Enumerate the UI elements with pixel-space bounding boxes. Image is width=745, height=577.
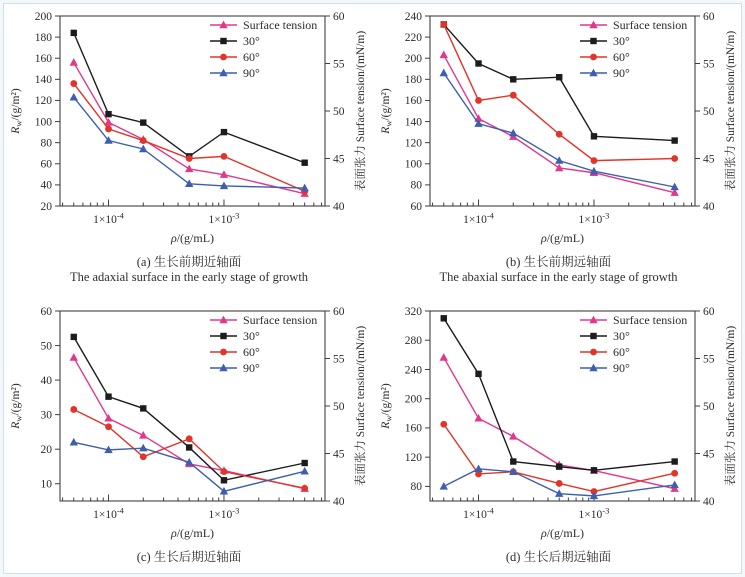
svg-text:240: 240 xyxy=(404,10,422,23)
svg-text:30°: 30° xyxy=(243,329,260,343)
svg-text:ρ/(g/mL): ρ/(g/mL) xyxy=(170,526,215,540)
svg-text:1×10-4: $1\times 10^{-4}$ xyxy=(93,505,124,521)
svg-text:55: 55 xyxy=(702,353,714,366)
svg-text:90°: 90° xyxy=(612,361,630,375)
figure-sheet xyxy=(3,3,742,574)
svg-text:45: 45 xyxy=(333,153,345,166)
svg-text:1×10-3: $1\times 10^{-3}$ xyxy=(578,505,609,521)
svg-text:1×10-4: $1\times 10^{-4}$ xyxy=(93,210,124,226)
caption-a-en: The adaxial surface in the early stage of growth xyxy=(69,270,309,284)
svg-text:120: 120 xyxy=(404,451,422,464)
chart-svg-b xyxy=(374,4,744,254)
chart-panel-a xyxy=(4,4,374,293)
svg-text:60°: 60° xyxy=(243,50,260,64)
svg-text:1×10-4: $1\times 10^{-4}$ xyxy=(462,505,494,521)
svg-text:60: 60 xyxy=(40,305,52,318)
svg-text:200: 200 xyxy=(404,53,422,66)
chart-b-plot xyxy=(374,4,744,254)
svg-text:200: 200 xyxy=(34,10,52,23)
chart-panel-d xyxy=(374,293,743,575)
svg-text:90°: 90° xyxy=(243,66,260,80)
caption-b xyxy=(374,254,743,285)
svg-text:240: 240 xyxy=(404,364,422,377)
svg-text:140: 140 xyxy=(34,74,52,87)
svg-text:80: 80 xyxy=(410,179,422,192)
svg-text:20: 20 xyxy=(40,200,52,213)
svg-text:40: 40 xyxy=(40,179,52,192)
svg-text:60: 60 xyxy=(333,305,345,318)
svg-text:Surface tension: Surface tension xyxy=(612,313,687,327)
svg-text:1×10-3: $1\times 10^{-3}$ xyxy=(208,210,240,226)
svg-text:表面张力 Surface tension/(mN/m): 表面张力 Surface tension/(mN/m) xyxy=(724,325,737,487)
svg-text:40: 40 xyxy=(702,200,714,213)
svg-text:表面张力 Surface tension/(mN/m): 表面张力 Surface tension/(mN/m) xyxy=(724,30,737,192)
chart-svg-a xyxy=(4,4,374,254)
caption-c xyxy=(4,549,374,565)
chart-c-plot xyxy=(4,299,374,549)
svg-text:40: 40 xyxy=(702,495,714,508)
svg-text:Rw/(g/m²): $R_w/(g/m^2)$ xyxy=(379,88,394,134)
svg-text:50: 50 xyxy=(702,400,714,413)
svg-text:50: 50 xyxy=(333,400,345,413)
svg-text:30°: 30° xyxy=(612,34,630,48)
svg-text:55: 55 xyxy=(333,58,345,71)
svg-text:40: 40 xyxy=(333,495,345,508)
svg-text:60: 60 xyxy=(702,10,714,23)
svg-text:表面张力 Surface tension/(mN/m): 表面张力 Surface tension/(mN/m) xyxy=(355,30,367,192)
svg-text:60: 60 xyxy=(702,305,714,318)
svg-text:320: 320 xyxy=(404,305,422,318)
caption-d xyxy=(374,549,743,565)
svg-text:45: 45 xyxy=(702,448,714,461)
chart-svg-c xyxy=(4,299,374,549)
svg-text:120: 120 xyxy=(404,137,422,150)
chart-panel-b xyxy=(374,4,743,293)
svg-text:30°: 30° xyxy=(243,34,260,48)
svg-text:100: 100 xyxy=(34,116,52,129)
svg-text:10: 10 xyxy=(40,478,52,491)
caption-a xyxy=(4,254,374,285)
svg-text:45: 45 xyxy=(702,153,714,166)
chart-panel-c xyxy=(4,293,374,575)
svg-text:表面张力 Surface tension/(mN/m): 表面张力 Surface tension/(mN/m) xyxy=(355,325,367,487)
svg-text:60°: 60° xyxy=(612,345,630,359)
svg-text:60: 60 xyxy=(40,158,52,171)
svg-text:60: 60 xyxy=(410,200,422,213)
svg-text:30: 30 xyxy=(40,409,52,422)
svg-text:80: 80 xyxy=(40,137,52,150)
svg-text:50: 50 xyxy=(40,340,52,353)
caption-b-cn: (b) 生长前期远轴面 xyxy=(505,255,612,269)
svg-text:Surface tension: Surface tension xyxy=(243,18,318,32)
chart-a-plot xyxy=(4,4,374,254)
svg-text:160: 160 xyxy=(404,95,422,108)
svg-text:Surface tension: Surface tension xyxy=(243,313,318,327)
svg-text:90°: 90° xyxy=(243,361,260,375)
svg-text:ρ/(g/mL): ρ/(g/mL) xyxy=(540,526,584,540)
svg-text:60: 60 xyxy=(333,10,345,23)
caption-b-en: The abaxial surface in the early stage of growth xyxy=(439,270,678,284)
caption-c-cn: (c) 生长后期近轴面 xyxy=(136,550,242,564)
svg-text:1×10-4: $1\times 10^{-4}$ xyxy=(462,210,494,226)
svg-text:160: 160 xyxy=(404,422,422,435)
svg-text:55: 55 xyxy=(333,353,345,366)
svg-text:50: 50 xyxy=(702,105,714,118)
svg-text:90°: 90° xyxy=(612,66,630,80)
svg-text:180: 180 xyxy=(404,74,422,87)
svg-text:1×10-3: $1\times 10^{-3}$ xyxy=(578,210,609,226)
svg-text:40: 40 xyxy=(333,200,345,213)
svg-text:Rw/(g/m²): $R_w/(g/m^2)$ xyxy=(10,88,24,134)
svg-text:80: 80 xyxy=(410,481,422,494)
svg-text:1×10-3: $1\times 10^{-3}$ xyxy=(208,505,240,521)
svg-text:60°: 60° xyxy=(612,50,630,64)
caption-a-cn: (a) 生长前期近轴面 xyxy=(136,255,242,269)
svg-text:220: 220 xyxy=(404,31,422,44)
chart-svg-d xyxy=(374,299,744,549)
svg-text:60°: 60° xyxy=(243,345,260,359)
svg-text:160: 160 xyxy=(34,53,52,66)
svg-text:280: 280 xyxy=(404,335,422,348)
svg-text:50: 50 xyxy=(333,105,345,118)
svg-text:Surface tension: Surface tension xyxy=(612,18,687,32)
svg-text:Rw/(g/m²): $R_w/(g/m^2)$ xyxy=(10,383,24,429)
svg-text:ρ/(g/mL): ρ/(g/mL) xyxy=(540,231,584,245)
svg-text:ρ/(g/mL): ρ/(g/mL) xyxy=(170,231,215,245)
svg-text:40: 40 xyxy=(40,374,52,387)
svg-text:120: 120 xyxy=(34,95,52,108)
svg-text:55: 55 xyxy=(702,58,714,71)
chart-d-plot xyxy=(374,299,744,549)
svg-text:45: 45 xyxy=(333,448,345,461)
caption-d-cn: (d) 生长后期远轴面 xyxy=(505,550,612,564)
svg-text:20: 20 xyxy=(40,443,52,456)
svg-text:140: 140 xyxy=(404,116,422,129)
svg-text:30°: 30° xyxy=(612,329,630,343)
svg-text:100: 100 xyxy=(404,158,422,171)
svg-text:Rw/(g/m²): $R_w/(g/m^2)$ xyxy=(379,383,394,429)
svg-text:200: 200 xyxy=(404,393,422,406)
svg-text:180: 180 xyxy=(34,31,52,44)
